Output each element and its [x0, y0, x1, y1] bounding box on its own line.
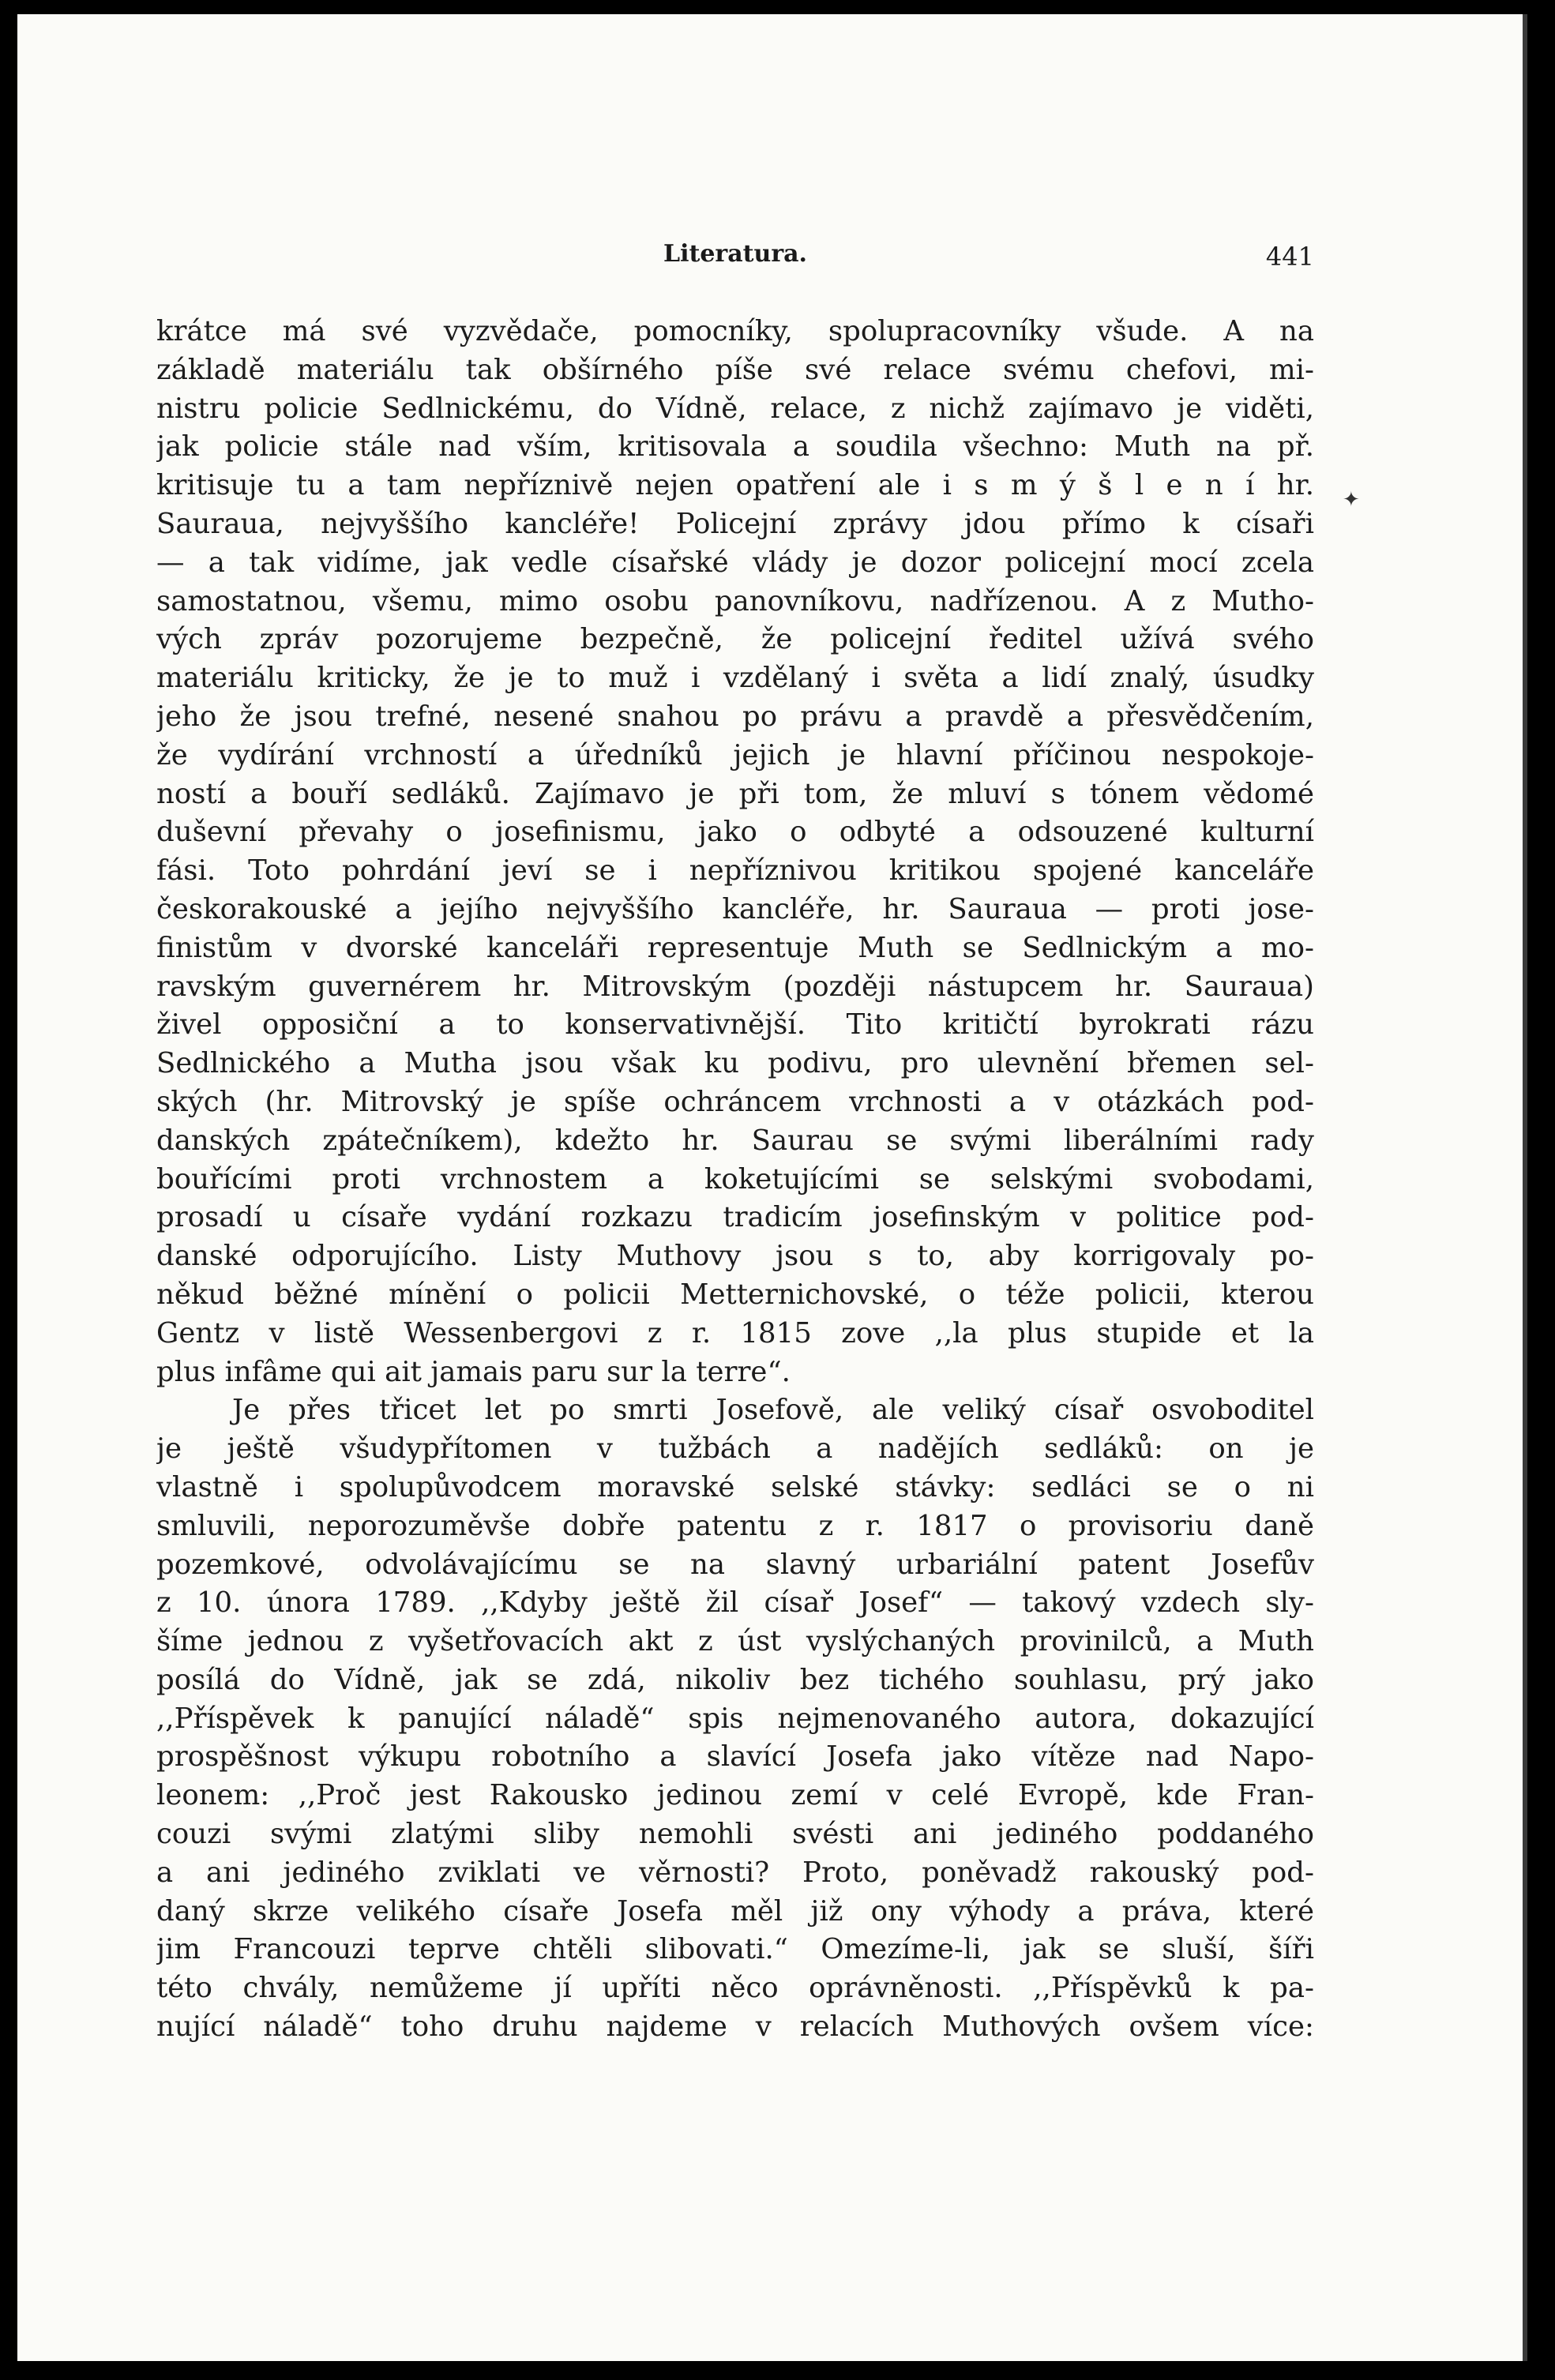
page-header: [156, 240, 1314, 272]
text-line: — a tak vidíme, jak vedle císařské vlády je dozor policejní mocí zcela: [156, 546, 1314, 579]
text-line: materiálu kriticky, že je to muž i vzdělaný i světa a lidí znalý, úsudky: [156, 662, 1314, 695]
text-line: jeho že jsou trefné, nesené snahou po právu a pravdě a přesvědčením,: [156, 700, 1314, 733]
text-line: duševní převahy o josefinismu, jako o odbyté a odsouzené kulturní: [156, 816, 1314, 849]
text-line: ských (hr. Mitrovský je spíše ochráncem vrchnosti a v otázkách pod-: [156, 1085, 1314, 1118]
margin-mark-icon: ✦: [1343, 488, 1360, 512]
text-line: jim Francouzi teprve chtěli slibovati.“ Omezíme-li, jak se sluší, šíři: [156, 1933, 1314, 1966]
body-text: [156, 313, 1314, 2047]
text-line: této chvály, nemůžeme jí upříti něco oprávněnosti. ,,Příspěvků k pa-: [156, 1972, 1314, 2005]
text-line: je ještě všudypřítomen v tužbách a nadějích sedláků: on je: [156, 1432, 1314, 1466]
text-line: kritisuje tu a tam nepříznivě nejen opatření ale i s m ý š l e n í hr.: [156, 469, 1314, 502]
text-line: Sauraua, nejvyššího kancléře! Policejní zprávy jdou přímo k císaři: [156, 507, 1314, 540]
text-line: někud běžné mínění o policii Metternichovské, o téže policii, kterou: [156, 1278, 1314, 1311]
text-line: ností a bouří sedláků. Zajímavo je při tom, že mluví s tónem vědomé: [156, 777, 1314, 810]
text-line: vlastně i spolupůvodcem moravské selské stávky: sedláci se o ni: [156, 1470, 1314, 1503]
text-line: a ani jediného zviklati ve věrnosti? Proto, poněvadž rakouský pod-: [156, 1856, 1314, 1889]
document-page: [17, 14, 1527, 2361]
text-line: couzi svými zlatými sliby nemohli svésti ani jediného poddaného: [156, 1818, 1314, 1851]
text-line: posílá do Vídně, jak se zdá, nikoliv bez tichého souhlasu, prý jako: [156, 1663, 1314, 1696]
running-title: Literatura.: [663, 240, 808, 268]
text-line: vých zpráv pozorujeme bezpečně, že policejní ředitel užívá svého: [156, 623, 1314, 656]
text-line: fási. Toto pohrdání jeví se i nepříznivou kritikou spojené kanceláře: [156, 854, 1314, 888]
text-line: ,,Příspěvek k panující náladě“ spis nejmenovaného autora, dokazující: [156, 1702, 1314, 1735]
text-line: smluvili, neporozuměvše dobře patentu z r. 1817 o provisoriu daně: [156, 1509, 1314, 1542]
text-line: Je přes třicet let po smrti Josefově, ale veliký císař osvoboditel: [232, 1394, 1314, 1427]
text-line: plus infâme qui ait jamais paru sur la terre“.: [156, 1355, 791, 1388]
text-line: živel opposiční a to konservativnější. Tito kritičtí byrokrati rázu: [156, 1008, 1314, 1042]
text-line: jak policie stále nad vším, kritisovala a soudila všechno: Muth na př.: [156, 430, 1314, 464]
text-line: finistům v dvorské kanceláři representuje Muth se Sedlnickým a mo-: [156, 931, 1314, 964]
text-line: základě materiálu tak obšírného píše své relace svému chefovi, mi-: [156, 353, 1314, 386]
text-line: danských zpátečníkem), kdežto hr. Saurau se svými liberálními rady: [156, 1124, 1314, 1157]
text-line: že vydírání vrchností a úředníků jejich je hlavní příčinou nespokoje-: [156, 738, 1314, 771]
text-line: daný skrze velikého císaře Josefa měl již ony výhody a práva, které: [156, 1894, 1314, 1928]
text-line: krátce má své vyzvědače, pomocníky, spolupracovníky všude. A na: [156, 315, 1314, 347]
text-line: prosadí u císaře vydání rozkazu tradicím josefinským v politice pod-: [156, 1201, 1314, 1234]
paragraph-2: [156, 1391, 1314, 2047]
text-line: bouřícími proti vrchnostem a koketujícími se selskými svobodami,: [156, 1162, 1314, 1196]
text-line: danské odporujícího. Listy Muthovy jsou s to, aby korrigovaly po-: [156, 1240, 1314, 1273]
text-line: nistru policie Sedlnickému, do Vídně, relace, z nichž zajímavo je viděti,: [156, 392, 1314, 425]
text-line: nující náladě“ toho druhu najdeme v relacích Muthových ovšem více:: [156, 2010, 1314, 2044]
paragraph-1: [156, 313, 1314, 1391]
text-line: pozemkové, odvolávajícímu se na slavný urbariální patent Josefův: [156, 1548, 1314, 1581]
text-line: leonem: ,,Proč jest Rakousko jedinou zemí v celé Evropě, kde Fran-: [156, 1779, 1314, 1812]
text-line: samostatnou, všemu, mimo osobu panovníkovu, nadřízenou. A z Mutho-: [156, 584, 1314, 618]
text-line: šíme jednou z vyšetřovacích akt z úst vyslýchaných provinilců, a Muth: [156, 1625, 1314, 1658]
text-line: z 10. února 1789. ,,Kdyby ještě žil císař Josef“ — takový vzdech sly-: [156, 1586, 1314, 1620]
text-line: Sedlnického a Mutha jsou však ku podivu, pro ulevnění břemen sel-: [156, 1047, 1314, 1080]
page-number: 441: [1265, 242, 1314, 272]
text-line: ravským guvernérem hr. Mitrovským (později nástupcem hr. Sauraua): [156, 970, 1314, 1003]
text-line: Gentz v listě Wessenbergovi z r. 1815 zove ,,la plus stupide et la: [156, 1316, 1314, 1350]
text-line: prospěšnost výkupu robotního a slavící Josefa jako vítěze nad Napo-: [156, 1740, 1314, 1774]
text-line: českorakouské a jejího nejvyššího kancléře, hr. Sauraua — proti jose-: [156, 892, 1314, 925]
